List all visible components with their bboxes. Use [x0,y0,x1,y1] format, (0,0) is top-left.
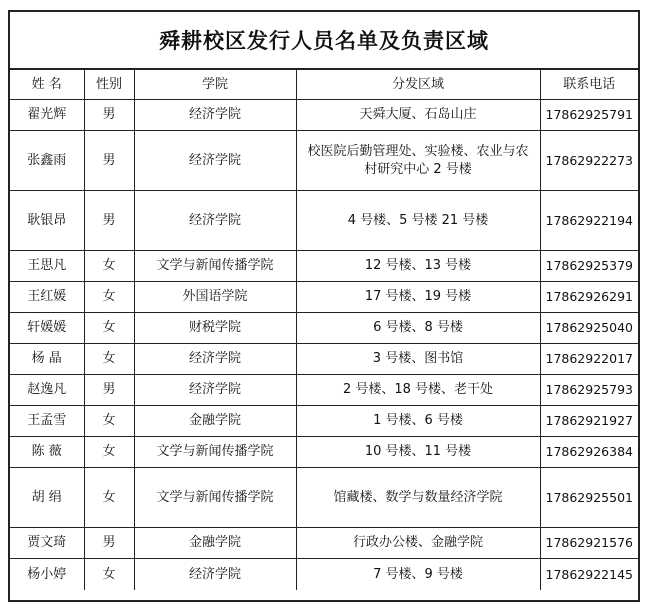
page-title: 舜耕校区发行人员名单及负责区域 [10,12,638,70]
cell-area: 12 号楼、13 号楼 [296,251,540,282]
table-row [10,437,638,468]
cell-gender: 男 [84,375,134,406]
cell-gender: 女 [84,251,134,282]
cell-phone: 17862921576 [540,528,638,559]
cell-gender: 女 [84,406,134,437]
cell-college: 经济学院 [134,100,296,131]
header-gender: 性别 [84,70,134,100]
header-college: 学院 [134,70,296,100]
table-row [10,251,638,282]
cell-phone: 17862922017 [540,344,638,375]
cell-gender: 女 [84,282,134,313]
cell-name: 轩媛媛 [10,313,84,344]
cell-gender: 男 [84,528,134,559]
cell-name: 王孟雪 [10,406,84,437]
table-row [10,131,638,191]
cell-college: 外国语学院 [134,282,296,313]
cell-name: 杨小婷 [10,559,84,591]
cell-phone: 17862925791 [540,100,638,131]
header-area: 分发区域 [296,70,540,100]
cell-college: 经济学院 [134,375,296,406]
roster-table [10,70,638,590]
cell-area: 校医院后勤管理处、实验楼、农业与农村研究中心 2 号楼 [296,131,540,191]
cell-area: 行政办公楼、金融学院 [296,528,540,559]
table-row [10,100,638,131]
cell-phone: 17862922145 [540,559,638,591]
cell-phone: 17862925040 [540,313,638,344]
cell-gender: 男 [84,131,134,191]
cell-gender: 男 [84,100,134,131]
cell-phone: 17862921927 [540,406,638,437]
header-name: 姓 名 [10,70,84,100]
cell-phone: 17862925379 [540,251,638,282]
cell-area: 17 号楼、19 号楼 [296,282,540,313]
cell-area: 3 号楼、图书馆 [296,344,540,375]
cell-phone: 17862922273 [540,131,638,191]
cell-area: 1 号楼、6 号楼 [296,406,540,437]
table-row [10,559,638,591]
roster-body [10,100,638,591]
table-row [10,468,638,528]
cell-name: 翟光辉 [10,100,84,131]
cell-college: 文学与新闻传播学院 [134,251,296,282]
cell-name: 耿银昂 [10,191,84,251]
cell-area: 天舜大厦、石岛山庄 [296,100,540,131]
cell-gender: 女 [84,559,134,591]
cell-name: 赵逸凡 [10,375,84,406]
table-row [10,313,638,344]
cell-college: 经济学院 [134,344,296,375]
table-row [10,528,638,559]
cell-area: 4 号楼、5 号楼 21 号楼 [296,191,540,251]
table-row [10,282,638,313]
cell-name: 陈 薇 [10,437,84,468]
table-row [10,191,638,251]
cell-gender: 女 [84,344,134,375]
table-row [10,375,638,406]
cell-area: 10 号楼、11 号楼 [296,437,540,468]
cell-gender: 男 [84,191,134,251]
cell-college: 文学与新闻传播学院 [134,468,296,528]
cell-name: 张鑫雨 [10,131,84,191]
header-phone: 联系电话 [540,70,638,100]
cell-college: 财税学院 [134,313,296,344]
cell-college: 经济学院 [134,191,296,251]
cell-area: 2 号楼、18 号楼、老干处 [296,375,540,406]
cell-area: 馆藏楼、数学与数量经济学院 [296,468,540,528]
cell-gender: 女 [84,313,134,344]
cell-gender: 女 [84,468,134,528]
table-row [10,344,638,375]
cell-name: 杨 晶 [10,344,84,375]
cell-phone: 17862925793 [540,375,638,406]
cell-college: 经济学院 [134,559,296,591]
cell-name: 王红媛 [10,282,84,313]
cell-gender: 女 [84,437,134,468]
table-row [10,406,638,437]
cell-phone: 17862926291 [540,282,638,313]
cell-area: 7 号楼、9 号楼 [296,559,540,591]
cell-name: 胡 绢 [10,468,84,528]
cell-college: 金融学院 [134,528,296,559]
cell-college: 文学与新闻传播学院 [134,437,296,468]
cell-college: 经济学院 [134,131,296,191]
cell-college: 金融学院 [134,406,296,437]
cell-name: 王思凡 [10,251,84,282]
header-row [10,70,638,100]
cell-name: 贾文琦 [10,528,84,559]
cell-phone: 17862922194 [540,191,638,251]
cell-area: 6 号楼、8 号楼 [296,313,540,344]
cell-phone: 17862925501 [540,468,638,528]
roster-sheet [8,10,640,602]
cell-phone: 17862926384 [540,437,638,468]
